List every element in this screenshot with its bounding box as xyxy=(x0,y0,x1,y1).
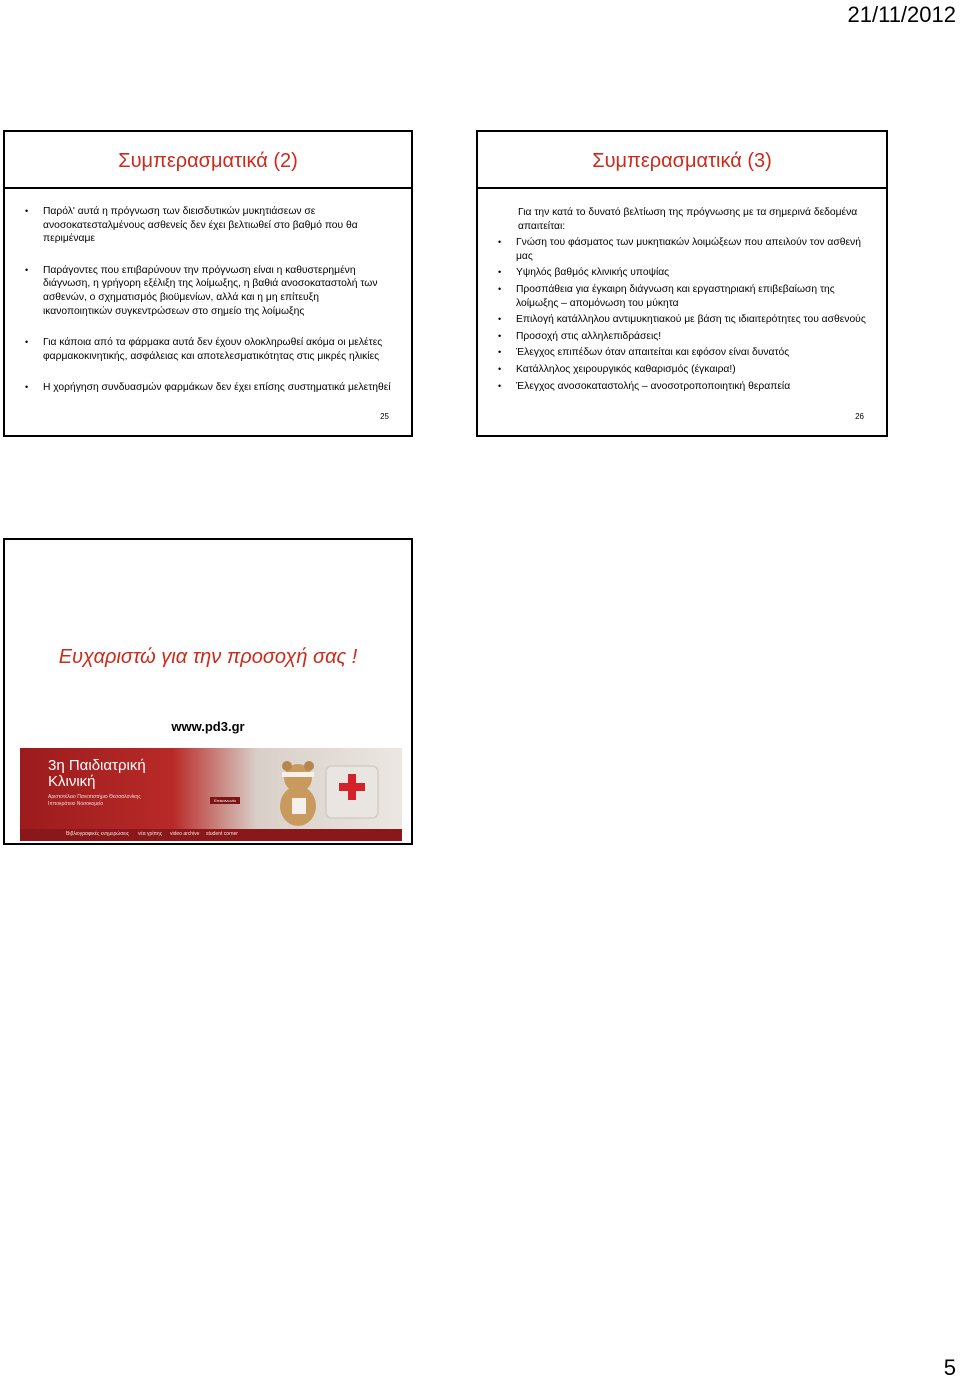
list-item: • Έλεγχος ανοσοκαταστολής – ανοσοτροποποιητική θεραπεία xyxy=(498,380,791,392)
bullet-icon: • xyxy=(498,347,502,358)
list-item: • Προσπάθεια για έγκαιρη διάγνωση και εργαστηριακή επιβεβαίωση της λοίμωξης – απομόνωση του μύκητα xyxy=(498,283,835,309)
slide-27 xyxy=(3,538,413,845)
banner-nav-item: νέα γρίπης xyxy=(138,831,163,837)
list-item: • Κατάλληλος χειρουργικός καθαρισμός (έγκαιρα!) xyxy=(498,363,736,375)
banner-subtitle: Αριστοτέλειο Πανεπιστήμιο Θεσσαλονίκης Ιπποκράτειο Νοσοκομείο xyxy=(48,794,141,807)
website-url: www.pd3.gr xyxy=(171,719,245,734)
bullet-icon: • xyxy=(25,264,29,275)
slide-title: Συμπερασματικά (3) xyxy=(592,150,772,172)
list-item: • Για κάποια από τα φάρμακα αυτά δεν έχουν ολοκληρωθεί ακόμα οι μελέτες φαρμακοκινητικής, ασφάλειας και αποτελεσματικότητας στις μικρές ηλικίες xyxy=(25,337,383,362)
bullet-icon: • xyxy=(498,314,502,325)
slide-25 xyxy=(3,130,413,437)
banner-nav-item: student corner xyxy=(206,831,238,837)
slide-title-bar xyxy=(478,132,886,189)
list-item: • Έλεγχος επιπέδων όταν απαιτείται και εφόσον είναι δυνατός xyxy=(498,347,790,359)
bullet-icon: • xyxy=(25,382,29,393)
bullet-icon: • xyxy=(25,337,29,348)
bullet-icon: • xyxy=(498,363,502,374)
slide-title-bar xyxy=(5,132,411,189)
banner-title: 3η Παιδιατρική Κλινική xyxy=(48,757,146,790)
bullet-icon: • xyxy=(25,206,29,216)
slide-number: 26 xyxy=(855,412,864,421)
banner-nav xyxy=(20,829,402,841)
list-item: • Προσοχή στις αλληλεπιδράσεις! xyxy=(498,330,662,342)
teddy-bear-image xyxy=(268,758,388,830)
list-item: • Γνώση του φάσματος των μυκητιακών λοιμώξεων που απειλούν τον ασθενή μας xyxy=(498,237,861,262)
banner-contact-button: Επικοινωνία xyxy=(210,797,240,804)
bullet-icon: • xyxy=(498,267,502,278)
thanks-heading: Ευχαριστώ για την προσοχή σας ! xyxy=(58,646,358,668)
list-item: • Η χορήγηση συνδυασμών φαρμάκων δεν έχει επίσης συστηματικά μελετηθεί xyxy=(25,382,391,394)
slide-number: 25 xyxy=(380,412,389,421)
page-number: 5 xyxy=(943,1355,956,1380)
bullet-icon: • xyxy=(498,380,502,391)
bullet-icon: • xyxy=(498,330,502,341)
slide-intro: Για την κατά το δυνατό βελτίωση της πρόγνωσης με τα σημερινά δεδομένα απαιτείται: xyxy=(518,207,858,232)
list-item: • Παράγοντες που επιβαρύνουν την πρόγνωση είναι η καθυστερημένη διάγνωση, η γρήγορη εξέλιξη της λοίμωξης, η βαθιά ανοσοκαταστολή των ασθενών, ο σχηματισμός βιοϋμενίων, αλλά και η μη επίτευξη ικανοποιητικών συγκεντρώσεων στο σημείο της λοίμωξης xyxy=(25,264,378,317)
print-date: 21/11/2012 xyxy=(847,2,956,27)
bullet-icon: • xyxy=(498,237,502,248)
list-item: • Παρόλ' αυτά η πρόγνωση των διεισδυτικών μυκητιάσεων σε ανοσοκατεσταλμένους ασθενείς δεν έχει βελτιωθεί στο βαθμό που θα περιμέναμε xyxy=(25,206,358,245)
slide-title: Συμπερασματικά (2) xyxy=(118,150,298,172)
slide-body xyxy=(498,206,866,396)
bullet-icon: • xyxy=(498,283,502,294)
list-item: • Επιλογή κατάλληλου αντιμυκητιακού με βάση τις ιδιαιτερότητες του ασθενούς xyxy=(498,314,866,326)
slide-26 xyxy=(476,130,888,437)
slide-body xyxy=(25,205,391,413)
banner-nav-item: video archive xyxy=(170,831,200,837)
banner-nav-item: Βιβλιογραφικές ενημερώσεις xyxy=(66,831,130,837)
list-item: • Υψηλός βαθμός κλινικής υποψίας xyxy=(498,267,670,279)
website-banner-image xyxy=(20,748,402,841)
